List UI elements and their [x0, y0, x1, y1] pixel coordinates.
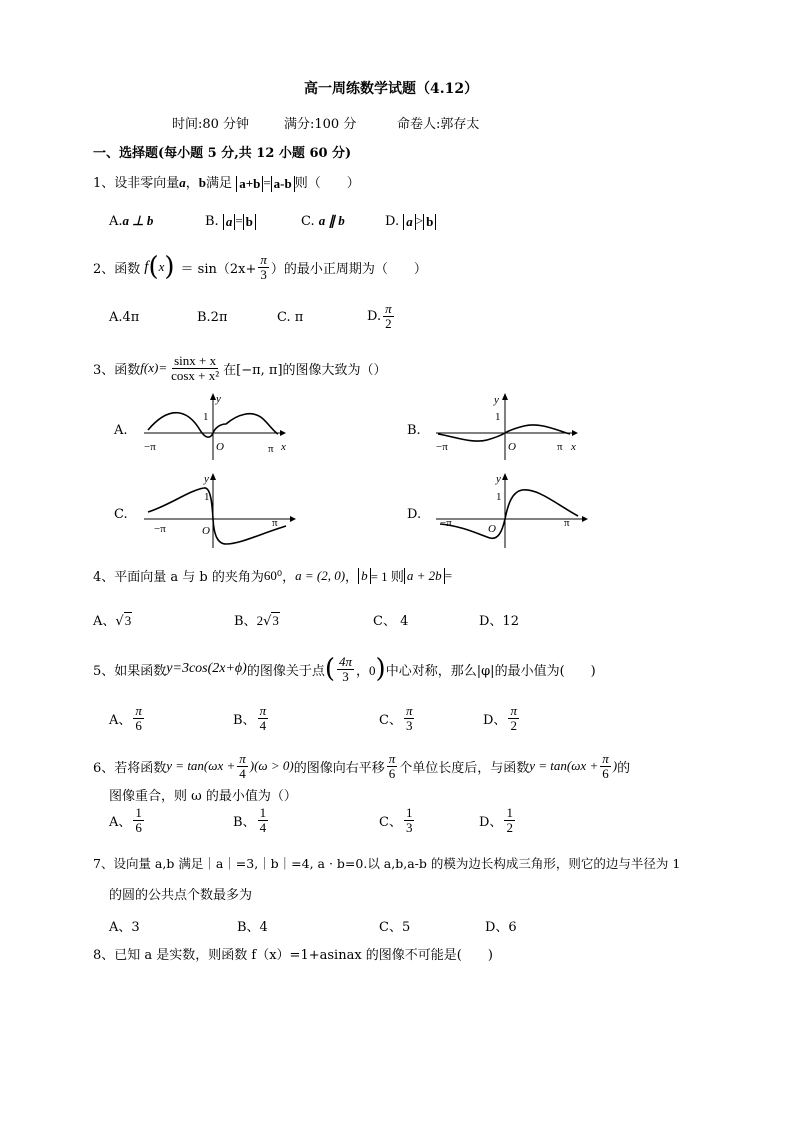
q6-option-a[interactable] [109, 806, 146, 834]
q1-option-c[interactable] [301, 213, 345, 229]
q6-f2-n: π [602, 750, 609, 766]
question-2: 2、函数 f ( x ) ＝ sin（2x+ $\frac{\pi}{3}$ ）的最小正周期为（ ） [93, 251, 427, 282]
q6-text2: 的图像向右平移 [293, 760, 385, 776]
q2-option-c[interactable]: C. π [277, 310, 304, 325]
graph-d-y-label: y [496, 473, 501, 485]
q1-vec-b: b [198, 175, 207, 190]
graph-a-x-arrow [280, 430, 286, 436]
question-4 [93, 566, 452, 585]
graph-d-x-arrow [582, 516, 588, 522]
graph-d-origin: O [488, 523, 496, 535]
graph-c-label[interactable]: C. [114, 507, 128, 522]
q6-shift-frac [387, 752, 398, 780]
q2-option-d[interactable] [367, 302, 396, 330]
q4-angle: 60⁰ [263, 567, 283, 583]
graph-c-origin: O [202, 525, 210, 537]
q4-vec-a: a = (2, 0) [295, 567, 346, 583]
q5-pt-tail: ，0 [356, 662, 376, 678]
q7-option-c[interactable]: C、5 [379, 920, 411, 935]
q6-lead: 6、若将函数 [93, 760, 167, 776]
q6-option-c[interactable] [379, 806, 416, 834]
exam-score: 满分:100 分 [284, 117, 357, 132]
q1-b-right: b [243, 214, 256, 230]
graph-c-x-arrow [290, 516, 296, 522]
graph-b-x-label: x [571, 441, 576, 453]
q4-b-coef: 2 [256, 613, 264, 628]
q6-f1: y = tan(ωx + [166, 758, 236, 773]
q4-option-b[interactable]: B、2√3 [234, 613, 279, 629]
q4-option-a[interactable]: A、√3 [93, 613, 132, 629]
q1-b-left: a [223, 214, 236, 230]
q6-c-frac [404, 806, 415, 834]
q5-lead: 5、如果函数 [93, 663, 167, 679]
q4-a-val: 3 [124, 613, 132, 628]
q6-f1-d: 4 [239, 765, 246, 781]
q5-d-frac [508, 704, 519, 732]
q1-a-expr: a ⊥ b [122, 213, 154, 228]
exam-author: 命卷人:郭存太 [397, 117, 480, 132]
graph-c-neg-pi: −π [154, 523, 166, 535]
q6-f2: y = tan(ωx + [529, 758, 599, 773]
q7-option-b[interactable]: B、4 [237, 920, 268, 935]
q1-tail: 则（ ） [294, 176, 360, 191]
q6-b-label: B、 [233, 814, 256, 830]
graph-b-one: 1 [495, 411, 501, 423]
q5-options [109, 704, 529, 744]
q3-frac [169, 354, 221, 382]
q6-f2-tail: ) [612, 758, 618, 773]
q5-func: y=3cos(2x+ϕ) [166, 661, 247, 676]
q1-norm-diff: a-b [271, 176, 295, 192]
q5-option-a[interactable] [109, 704, 146, 732]
graph-a-x-label: x [281, 441, 286, 453]
q6-f1-frac [237, 752, 248, 780]
q5-b-d: 4 [259, 717, 267, 733]
q1-option-d[interactable] [385, 213, 436, 230]
q4-sep1: ， [282, 570, 296, 585]
q5-text2: 的图像关于点 [246, 663, 325, 679]
q1-cond-pre: 满足 [206, 176, 233, 191]
q6-text4: 的 [617, 760, 631, 776]
q5-b-n: π [259, 703, 267, 718]
graph-d-label[interactable]: D. [407, 507, 422, 522]
graph-b-x-arrow [572, 430, 578, 436]
section-heading: 一、选择题(每小题 5 分,共 12 小题 60 分) [93, 146, 352, 161]
q2-options [109, 302, 429, 338]
q1-d-gt: > [415, 213, 424, 228]
q2-d-d: 2 [385, 315, 392, 331]
q6-d-n: 1 [506, 805, 513, 820]
graph-b-neg-pi: −π [436, 441, 448, 453]
q4-text4: = 1 则 [370, 569, 404, 584]
q1-d-left: a [403, 214, 416, 230]
q2-x: x [158, 259, 165, 274]
q4-lead: 4、平面向量 a 与 b 的夹角为 [93, 570, 264, 585]
q6-a-label: A、 [109, 814, 132, 830]
q2-d-frac [383, 302, 394, 330]
q2-d-label: D. [367, 308, 382, 324]
q6-d-d: 2 [506, 819, 513, 835]
q5-d-n: π [510, 703, 517, 718]
q5-c-n: π [405, 703, 413, 718]
question-1 [93, 172, 360, 192]
graph-a-neg-pi: −π [144, 441, 156, 453]
q3-interval: 在[−π, π]的图像大致为（） [223, 362, 387, 378]
graph-d-y-arrow [502, 473, 508, 480]
graph-b-origin: O [508, 441, 516, 453]
graph-a-y-label: y [216, 393, 221, 405]
q3-frac-n: sinx + x [174, 352, 217, 368]
q5-b-frac [258, 704, 269, 732]
q1-d-label: D. [385, 214, 400, 229]
q4-sep2: ， [345, 570, 359, 585]
q2-d-n: π [385, 301, 392, 316]
q6-c-n: 1 [405, 805, 413, 820]
q4-option-d[interactable]: D、12 [479, 614, 519, 629]
q1-b-label: B. [205, 214, 219, 229]
q2-tail: ）的最小正周期为（ ） [270, 261, 427, 277]
graph-c-y-arrow [210, 473, 216, 480]
q5-text3: 中心对称，那么|φ|的最小值为( ) [385, 663, 596, 679]
q5-d-d: 2 [510, 717, 517, 733]
q4-eq: = [444, 567, 453, 583]
q7-options [109, 916, 529, 936]
graph-a[interactable] [140, 392, 300, 462]
q5-c-d: 3 [405, 717, 413, 733]
q6-a-d: 6 [135, 819, 142, 835]
graph-b-y-label: y [494, 394, 499, 406]
q6-b-n: 1 [259, 805, 267, 820]
q5-a-frac [133, 704, 144, 732]
q6-shift-d: 6 [388, 765, 396, 781]
q2-frac-n: π [260, 251, 267, 267]
q2-lead: 2、函数 [93, 261, 141, 277]
question-7-line2: 的圆的公共点个数最多为 [109, 888, 253, 903]
q5-option-b[interactable] [233, 704, 270, 732]
q1-option-a[interactable] [109, 213, 153, 229]
q7-option-a[interactable]: A、3 [109, 920, 140, 935]
q1-eq: = [263, 175, 271, 190]
q2-eq: ＝ sin（2x+ [180, 261, 257, 277]
q6-f1-n: π [239, 750, 246, 766]
q6-a-frac [133, 806, 144, 834]
q4-a-label: A、 [93, 614, 116, 629]
q4-b-val: 3 [272, 613, 279, 628]
q4-norm-expr: a + 2b [404, 568, 445, 584]
q6-b-d: 4 [259, 819, 267, 835]
q5-pt-n: 4π [339, 653, 353, 669]
q1-lead: 1、设非零向量 [93, 176, 180, 191]
q1-a-label: A. [109, 214, 123, 229]
q6-c-label: C、 [379, 814, 402, 830]
graph-c[interactable] [140, 470, 300, 550]
q6-c-d: 3 [405, 819, 413, 835]
question-5: 5、如果函数 y=3cos(2x+ϕ) 的图像关于点 ( $\frac{4\pi}{3}$ ，0 ) 中心对称，那么|φ|的最小值为( ) [93, 653, 596, 684]
graph-d[interactable] [432, 470, 592, 550]
q3-frac-d: cosx + x² [171, 367, 220, 383]
q1-b-eq: = [235, 213, 243, 228]
q6-options [109, 806, 529, 846]
q5-b-label: B、 [233, 712, 256, 728]
graph-c-y-label: y [204, 473, 209, 485]
q4-b-label: B、 [234, 614, 257, 629]
q6-b-frac [258, 806, 269, 834]
q4-option-c[interactable]: C、 4 [373, 614, 409, 629]
q6-line2: 图像重合，则 ω 的最小值为（） [109, 789, 297, 804]
exam-time: 时间:80 分钟 [172, 117, 250, 132]
graph-a-one: 1 [203, 411, 209, 423]
q5-a-d: 6 [135, 717, 142, 733]
graph-d-pi: π [564, 517, 570, 529]
graph-d-one: 1 [496, 491, 502, 503]
question-8: 8、已知 a 是实数，则函数 f（x）=1+asinax 的图像不可能是( ) [93, 948, 493, 963]
q6-f1-tail: )(ω > 0) [249, 758, 294, 773]
q2-option-a[interactable]: A.4π [109, 310, 140, 325]
q4-norm-b: b [358, 568, 371, 584]
q6-d-label: D、 [479, 814, 503, 830]
q6-shift-n: π [388, 750, 396, 766]
q6-text3: 个单位长度后，与函数 [399, 760, 530, 776]
question-7-line1: 7、设向量 a,b 满足｜a｜=3,｜b｜=4, a · b=0.以 a,b,a-b 的模为边长构成三角形，则它的边与半径为 1 [93, 856, 681, 871]
q5-point-frac [337, 655, 354, 683]
q5-d-label: D、 [483, 712, 507, 728]
q6-f2-frac [600, 752, 611, 780]
graph-a-origin: O [216, 441, 224, 453]
q1-c-label: C. [301, 214, 315, 229]
graph-b-y-arrow [502, 393, 508, 400]
graph-a-pi: π [268, 443, 274, 455]
question-3 [93, 348, 387, 388]
q2-frac [258, 253, 269, 281]
q6-a-n: 1 [135, 805, 142, 820]
q5-option-c[interactable] [379, 704, 416, 732]
q5-c-label: C、 [379, 712, 402, 728]
graph-c-one: 1 [204, 491, 210, 503]
page-title: 高一周练数学试题（4.12） [304, 81, 479, 97]
q2-frac-d: 3 [260, 266, 267, 282]
q4-options [93, 610, 553, 630]
graph-d-neg-pi: −π [440, 517, 452, 529]
q6-f2-d: 6 [602, 765, 609, 781]
q5-pt-d: 3 [342, 668, 349, 684]
q2-f: f [144, 258, 149, 275]
q5-a-n: π [135, 703, 142, 718]
question-6 [93, 746, 630, 786]
graph-b-pi: π [557, 441, 563, 453]
q5-option-d[interactable] [483, 704, 521, 732]
q1-sep: ， [185, 176, 199, 191]
graph-c-curve [148, 488, 286, 544]
q3-fx: f(x)= [140, 360, 168, 375]
q5-c-frac [404, 704, 415, 732]
q7-option-d[interactable]: D、6 [485, 920, 517, 935]
q1-norm-sum: a+b [236, 176, 263, 192]
q1-vec-a: a [179, 175, 186, 190]
graph-c-pi: π [272, 517, 278, 529]
graph-b-label[interactable]: B. [407, 423, 421, 438]
q5-a-label: A、 [109, 712, 132, 728]
q6-option-d[interactable] [479, 806, 517, 834]
q6-d-frac [504, 806, 515, 834]
graph-b[interactable] [432, 392, 592, 462]
graph-a-label[interactable]: A. [114, 423, 128, 438]
q3-lead: 3、函数 [93, 362, 141, 378]
q1-option-b[interactable] [205, 213, 256, 230]
graph-d-curve [440, 490, 578, 538]
q1-d-right: b [423, 214, 436, 230]
q2-option-b[interactable]: B.2π [197, 310, 228, 325]
q6-option-b[interactable] [233, 806, 270, 834]
q1-c-expr: a ∥ b [318, 213, 345, 228]
